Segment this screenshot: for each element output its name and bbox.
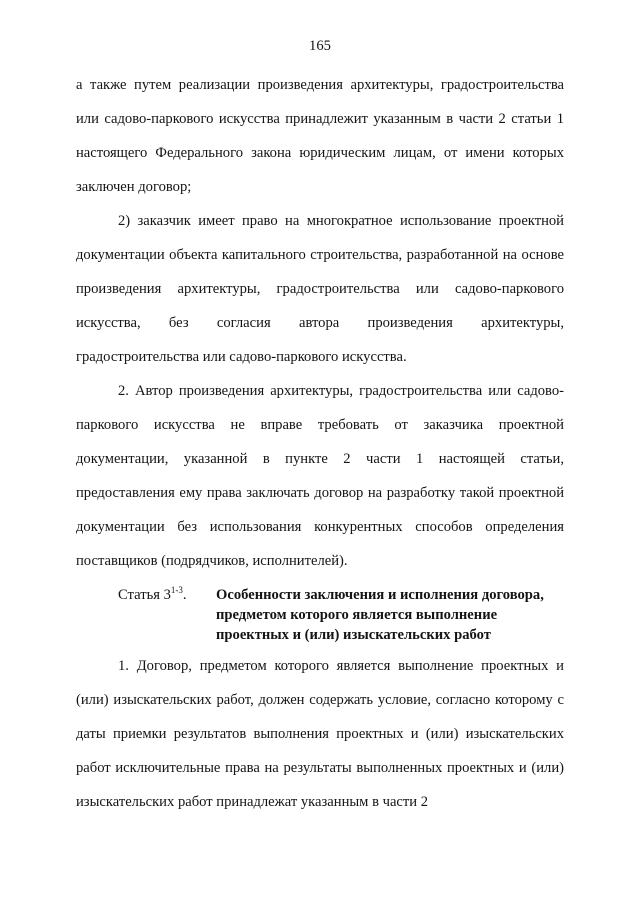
article-label-suffix: . <box>182 587 187 603</box>
page-number: 165 <box>309 38 331 54</box>
article-label-superscript: 1-3 <box>170 585 183 595</box>
paragraph-item-2: 2) заказчик имеет право на многократное использование проектной документации объекта капитального строительства, разработанной на основе произведения архитектуры, градостроительства или садово-паркового искусства, без согласия автора произведения архитектуры, градостроительства или садово-паркового искусства. <box>76 213 564 365</box>
article-title: Особенности заключения и исполнения договора, предметом которого является выполнение проектных и (или) изыскательских работ <box>216 587 544 643</box>
paragraph-part-2: 2. Автор произведения архитектуры, градостроительства или садово-паркового искусства не вправе требовать от заказчика проектной документации, указанной в пункте 2 части 1 настоящей статьи, предоставления ему права заключать договор на разработку такой проектной документации без использования конкурентных способов определения поставщиков (подрядчиков, исполнителей). <box>76 383 564 569</box>
article-label-prefix: Статья 3 <box>118 587 171 603</box>
article-label <box>118 585 216 605</box>
paragraph-continuation: а также путем реализации произведения архитектуры, градостроительства или садово-паркового искусства принадлежит указанным в части 2 статьи 1 настоящего Федерального закона юридическим лицам, от имени которых заключен договор; <box>76 77 564 195</box>
paragraph-article-part-1: 1. Договор, предметом которого является выполнение проектных и (или) изыскательских работ, должен содержать условие, согласно которому с даты приемки результатов выполнения проектных и (или) изыскательских работ исключительные права на результаты выполненных проектных и (или) изыскательских работ принадлежат указанным в части 2 <box>76 658 564 810</box>
article-heading <box>118 585 558 645</box>
